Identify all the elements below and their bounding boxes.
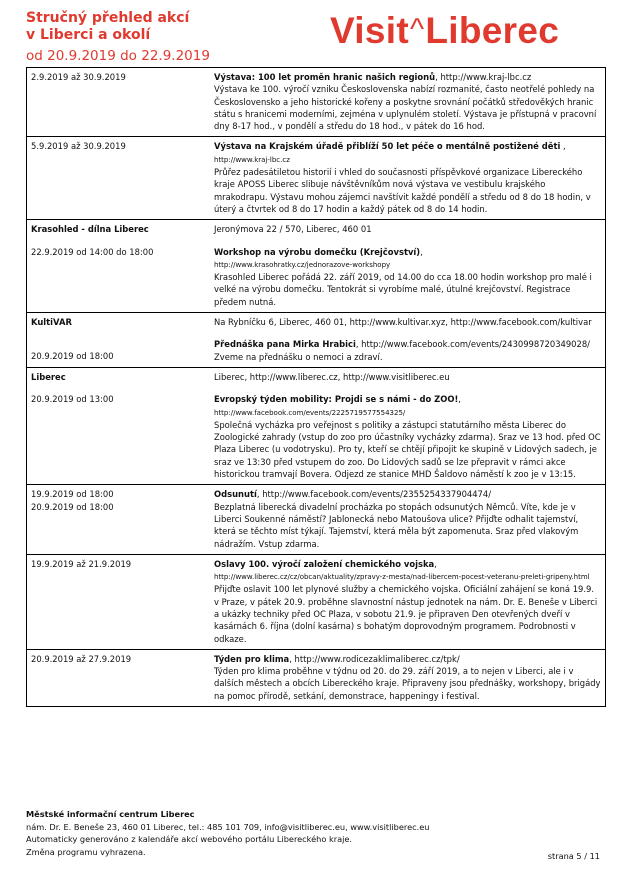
event-row <box>27 137 606 220</box>
logo-caret: ^ <box>409 13 425 46</box>
event-text: Zveme na přednášku o nemoci a zdraví. <box>214 351 383 362</box>
event-title[interactable]: Oslavy 100. výročí založení chemického vojska <box>214 558 435 569</box>
logo-word-liberec: Liberec <box>425 10 560 51</box>
event-row <box>27 485 606 554</box>
event-description <box>210 68 606 137</box>
logo-word-visit: Visit <box>330 10 409 51</box>
event-url[interactable]: , http://www.facebook.com/events/2355254337904474/ <box>256 489 492 500</box>
event-link[interactable]: http://www.facebook.com/events/2225719577554325/ <box>214 408 406 417</box>
header-title-line1: Stručný přehled akcí <box>26 10 190 26</box>
venue-name: KultiVAR <box>31 317 72 328</box>
event-text: Týden pro klima proběhne v týdnu od 20. do 29. září 2019, a to nejen v Liberci, ale i v dalších městech a obcích Libereckého kraje. Připraveny jsou přednášky, workshopy, brigády na pomoc přírodě, setkání, demonstrace, happeningy i festival. <box>214 666 601 701</box>
footer-org: Městské informační centrum Liberec <box>26 809 195 819</box>
event-link[interactable]: http://www.kraj-lbc.cz <box>214 155 290 164</box>
event-date: 2.9.2019 až 30.9.2019 <box>27 68 211 137</box>
header-date-range: od 20.9.2019 do 22.9.2019 <box>26 48 210 64</box>
event-url[interactable]: , http://www.rodicezaklimaliberec.cz/tpk/ <box>289 653 460 664</box>
venue-address: Liberec, http://www.liberec.cz, http://www.visitliberec.eu <box>214 371 450 382</box>
venue-details <box>210 367 606 484</box>
event-description <box>210 137 606 220</box>
event-date: 22.9.2019 od 14:00 do 18:00 <box>31 246 154 257</box>
events-table <box>26 67 606 707</box>
event-row <box>27 68 606 137</box>
venue-address: Jeronýmova 22 / 570, Liberec, 460 01 <box>214 224 372 235</box>
event-text: Společná vycházka pro veřejnost s politiky a zástupci statutárního města Liberec do Zoologické zahrady (vstup do zoo pro účastníky vycházky zdarma). Sraz ve 13 hod. před OC Plaza Liberec (u vodotrysku). Pro ty, kteří se chtějí připojit ke skupině v Lidových sadech, je sraz ve 13:30 před vstupem do zoo. Do Lidových sadů se lze přepravit v rámci akce historickou tramvají Bovera. Odjezd ze stanice MHD Šaldovo náměstí k zoo je v 13:15. <box>214 419 601 480</box>
event-description <box>210 485 606 554</box>
event-link[interactable]: http://www.krasohratky.cz/jednorazove-workshopy <box>214 260 391 269</box>
venue-row <box>27 367 606 484</box>
event-text: Přijďte oslavit 100 let plynové služby a chemického vojska. Oficiální zahájení se koná 19.9. v Praze, v pátek 20.9. proběhne slavnostní nástup jednotek na nám. Dr. E. Beneše v Liberci a ukázky techniky před OC Plaza, v sobotu 21.9. je připraven Den otevřených dveří v kasárnách 6. října (dolní kasárna) s bohatým doprovodným programem. Podrobnosti v odkaze. <box>214 584 598 644</box>
event-url: , <box>434 558 437 569</box>
event-title[interactable]: Workshop na výrobu domečku (Krejčovství) <box>214 246 421 257</box>
event-date: 19.9.2019 až 21.9.2019 <box>27 554 211 649</box>
event-description <box>210 649 606 706</box>
venue-row <box>27 313 606 368</box>
event-text: Krasohled Liberec pořádá 22. září 2019, od 14.00 do cca 18.00 hodin workshop pro malé i velké na výrobu domečku. Tentokrát si vyrobíme malé, útulné krejčovství. Registrace předem nutná. <box>214 272 592 307</box>
footer-note: Změna programu vyhrazena. <box>26 846 146 857</box>
visit-liberec-logo <box>330 10 559 55</box>
event-dates <box>27 485 211 554</box>
event-text: Výstava ke 100. výročí vzniku Československa nabízí rozmanité, často neotřelé pohledy na Československo a jeho historické kořeny a poskytne srovnání počátků středověkých hranic státu s hranicemi moderními, zejména v uplynulém století. Výstava je přístupná v pracovní dny 8-17 hod., v pondělí a středu do 18 hod., v pátek do 16 hod. <box>214 84 597 132</box>
event-title[interactable]: Evropský týden mobility: Projdi se s námi - do ZOO! <box>214 394 459 405</box>
event-row <box>27 554 606 649</box>
event-date: 5.9.2019 až 30.9.2019 <box>27 137 211 220</box>
venue-block <box>27 313 211 368</box>
event-url: , <box>420 246 423 257</box>
event-title[interactable]: Výstava na Krajském úřadě přiblíží 50 let péče o mentálně postižené děti <box>214 141 561 152</box>
event-link[interactable]: http://www.liberec.cz/cz/obcan/aktuality/zpravy-z-mesta/nad-libercem-pocest-veteranu-preleti-gripeny.html <box>214 573 590 582</box>
venue-block <box>27 367 211 484</box>
venue-name: Krasohled - dílna Liberec <box>31 224 149 235</box>
header-title-line2: v Liberci a okolí <box>26 27 151 43</box>
header-title <box>26 10 189 44</box>
event-date: 20.9.2019 od 18:00 <box>31 351 114 362</box>
venue-address: Na Rybníčku 6, Liberec, 460 01, http://www.kultivar.xyz, http://www.facebook.com/kultivar <box>214 317 592 328</box>
page-number: strana 5 / 11 <box>547 851 600 861</box>
event-row <box>27 649 606 706</box>
event-title[interactable]: Výstava: 100 let proměn hranic našich regionů <box>214 72 436 82</box>
venue-name: Liberec <box>31 371 66 382</box>
event-date: 20.9.2019 až 27.9.2019 <box>27 649 211 706</box>
footer <box>26 808 606 858</box>
footer-address: nám. Dr. E. Beneše 23, 460 01 Liberec, tel.: 485 101 709, info@visitliberec.eu, www.visitliberec.eu <box>26 821 430 832</box>
venue-details <box>210 220 606 313</box>
event-title[interactable]: Odsunutí <box>214 489 257 500</box>
event-url: , <box>560 141 566 152</box>
footer-generated: Automaticky generováno z kalendáře akcí webového portálu Libereckého kraje. <box>26 834 353 844</box>
event-date: 19.9.2019 od 18:00 <box>31 489 114 500</box>
event-text: Bezplatná liberecká divadelní procházka po stopách odsunutých Němců. Víte, kde je v Liberci Soukenné náměstí? Jablonecká nebo Matoušova ulice? Přijďte odhalit tajemství, která se těchto míst týkají. Tajemství, která měla být zapomenuta. Sraz před vlakovým nádražím. Vstup zdarma. <box>214 501 579 549</box>
event-date-2: 20.9.2019 od 18:00 <box>31 501 114 512</box>
event-url: , <box>458 394 461 405</box>
event-date: 20.9.2019 od 13:00 <box>31 394 114 405</box>
event-url[interactable]: , http://www.facebook.com/events/2430998720349028/ <box>355 339 590 350</box>
event-url[interactable]: , http://www.kraj-lbc.cz <box>435 72 532 82</box>
venue-block <box>27 220 211 313</box>
event-title[interactable]: Týden pro klima <box>214 653 290 664</box>
event-text: Průřez padesátiletou historií i vhled do současnosti příspěvkové organizace Libereckého kraje APOSS Liberec slibuje návštěvníkům nová výstava ve vestibulu krajského mrakodrapu. Výstavu mohou zájemci navštívit každé pondělí a středu od 8 do 18 hodin, v úterý a čtvrtek od 8 do 17 hodin a každý pátek od 8 do 14 hodin. <box>214 167 591 214</box>
event-title[interactable]: Přednáška pana Mirka Hrabici <box>214 339 356 350</box>
event-description <box>210 554 606 649</box>
venue-details <box>210 313 606 368</box>
venue-row <box>27 220 606 313</box>
